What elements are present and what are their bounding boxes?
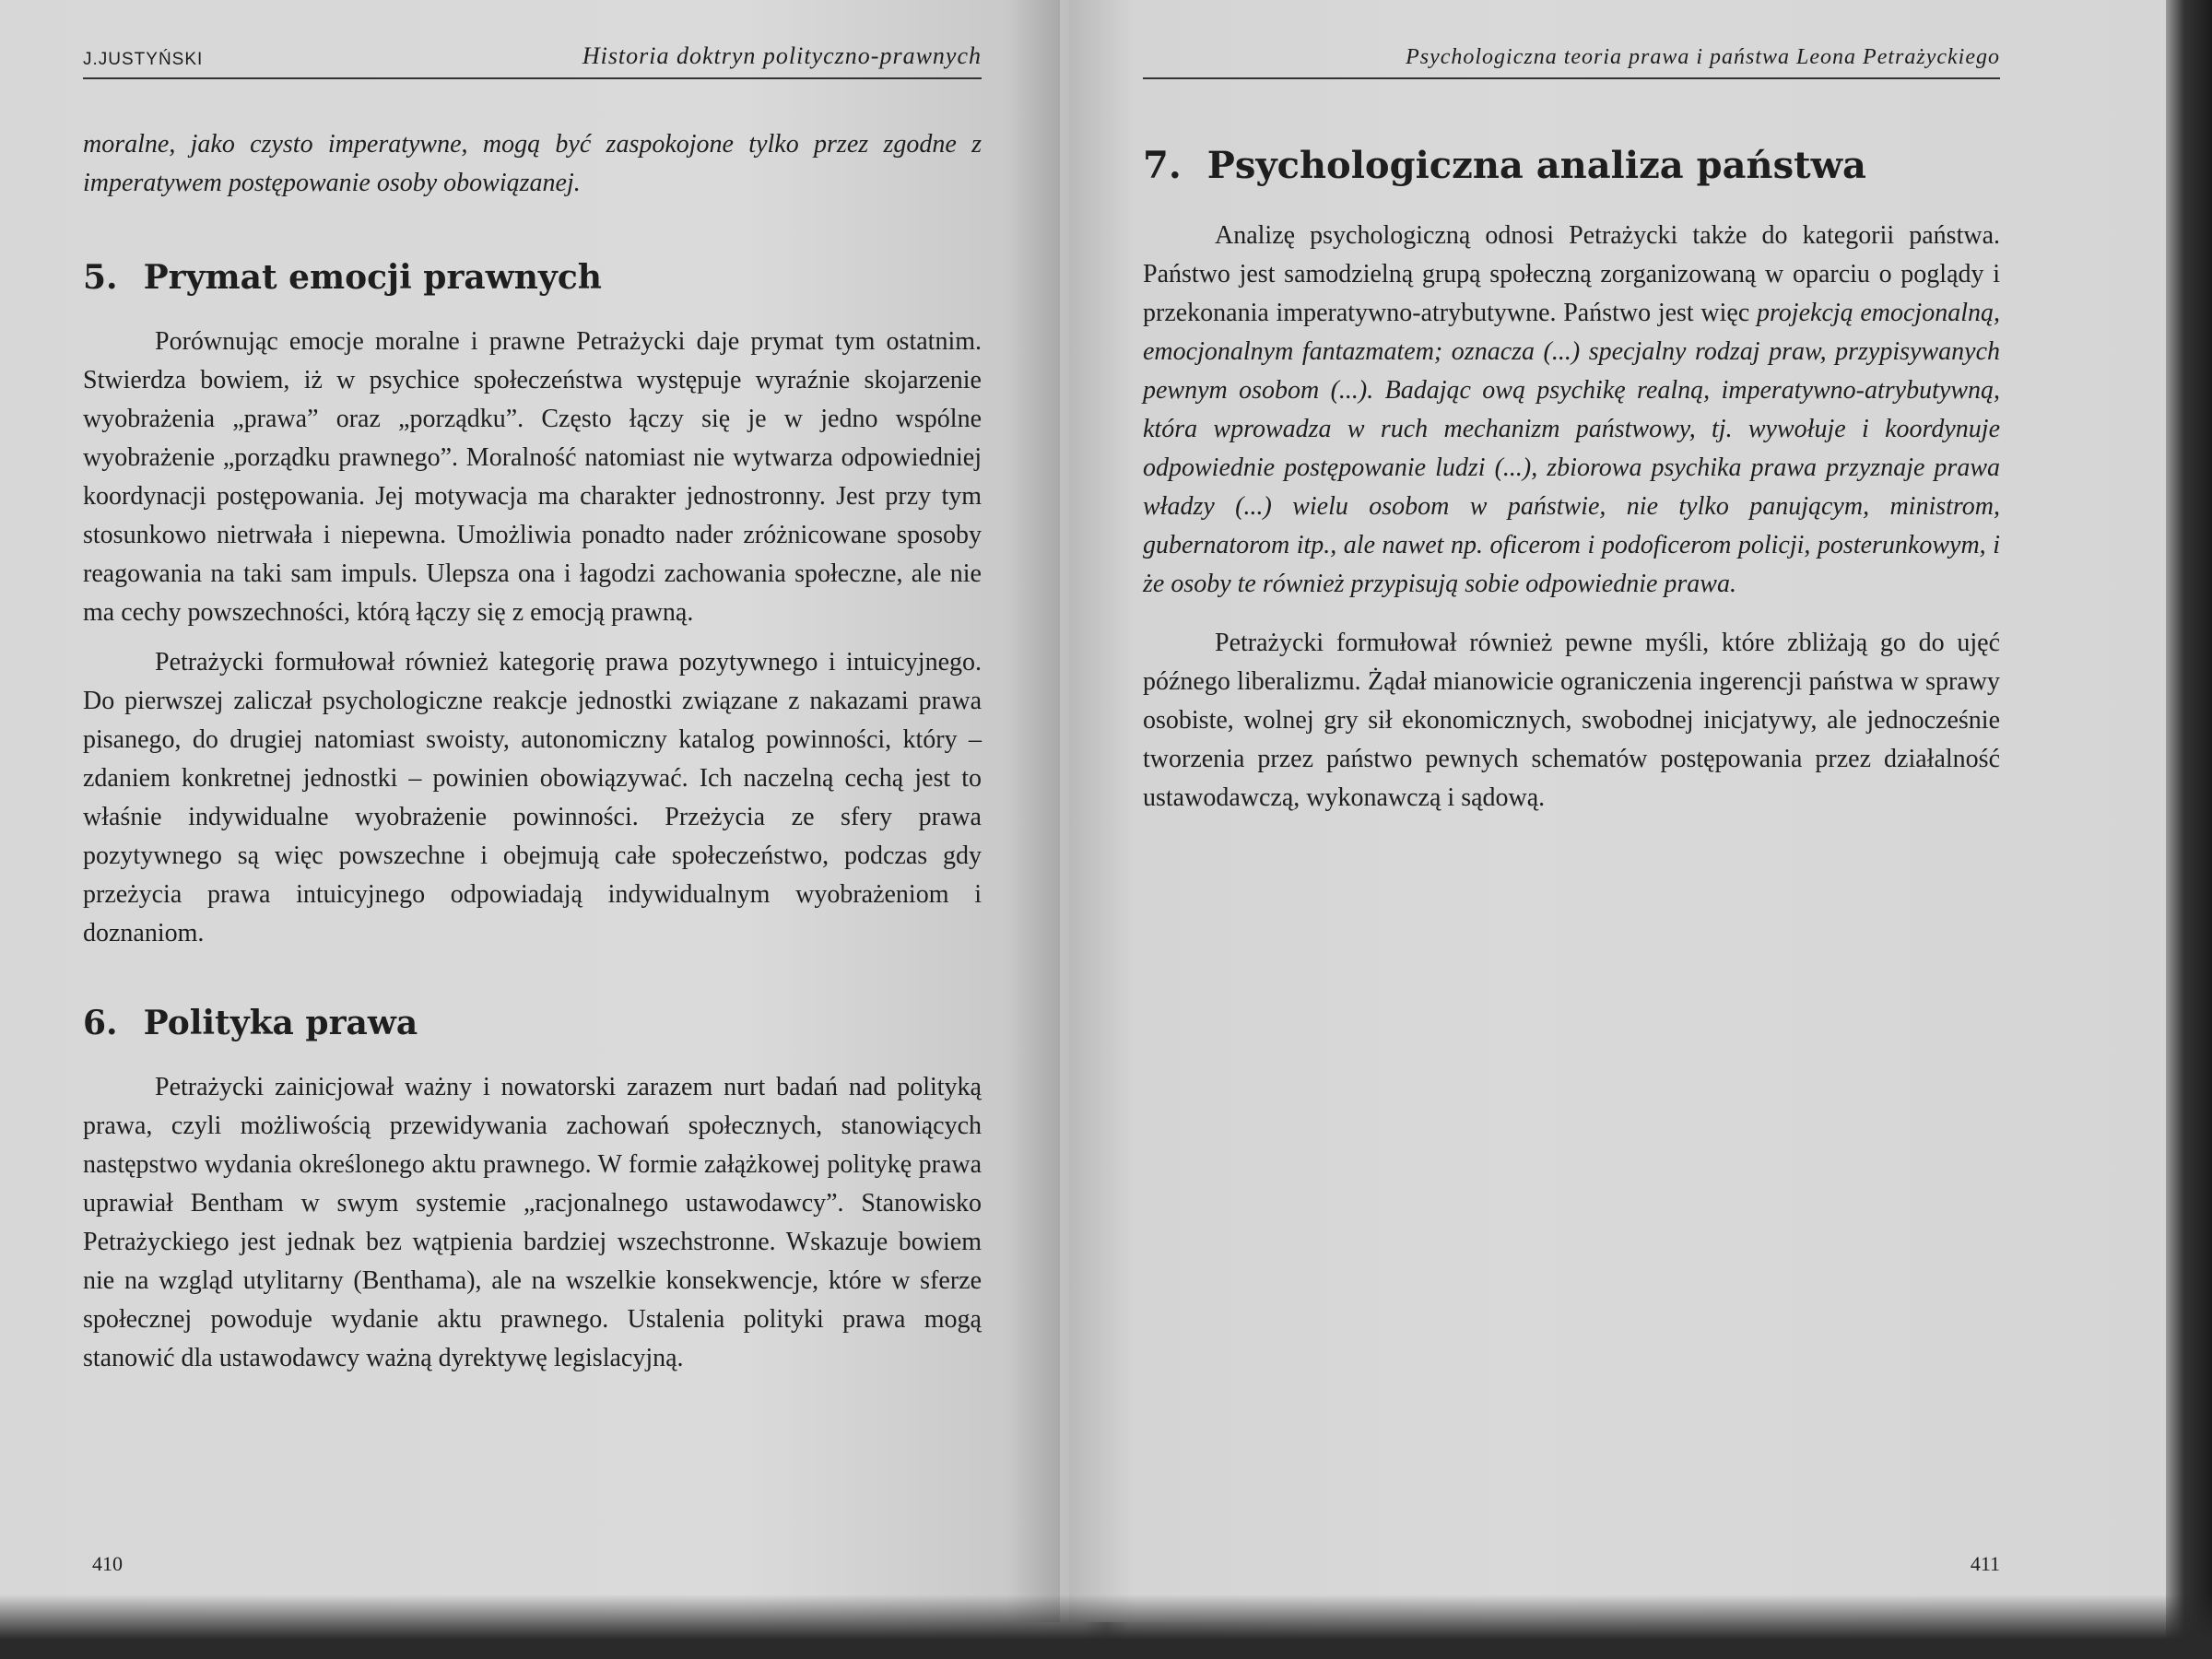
running-head-left [83, 28, 982, 79]
running-head-right [1143, 28, 2000, 79]
section-heading-7 [1143, 144, 2000, 187]
book-edge [2166, 0, 2212, 1659]
paragraph: Petrażycki formułował również kategorię prawa pozytywnego i intuicyjnego. Do pierwszej zaliczał psychologiczne reakcje jednostki związane z nakazami prawa pisanego, do drugiej natomiast swoisty, autonomiczny katalog powinności, który – zdaniem konkretnej jednostki – powinien obowiązywać. Ich naczelną cechą jest to właśnie indywidualne wyobrażenie powinności. Przeżycia ze sfery prawa pozytywnego są więc powszechne i obejmują całe społeczeństwo, podczas gdy przeżycia prawa intuicyjnego odpowiadają indywidualnym wyobrażeniom i doznaniom. [83, 648, 982, 947]
running-head-author: J.JUSTYŃSKI [83, 50, 204, 69]
running-head-chapter-title: Psychologiczna teoria prawa i państwa Leona Petrażyckiego [1406, 45, 2000, 69]
paragraph [1143, 217, 2000, 604]
paragraph-regular-text: Analizę psychologiczną odnosi Petrażycki także do kategorii państwa. Państwo jest samodzielną grupą społeczną zorganizowaną w oparciu o poglądy i przekonania imperatywno-atrybutywne. Państwo jest więc [1143, 221, 2000, 327]
paragraph-italic-quote: projekcją emocjonalną, emocjonalnym fantazmatem; oznacza (...) specjalny rodzaj praw, przypisywanych pewnym osobom (...). Badając ową psychikę realną, imperatywno-atrybutywną, która wprowadza w ruch mechanizm państwowy, tj. wywołuje i koordynuje odpowiednie postępowanie ludzi (...), zbiorowa psychika prawa przyznaje prawa władzy (...) wielu osobom w państwie, nie tylko panującym, ministrom, gubernatorom itp., ale nawet np. oficerom i podoficerom policji, posterunkowym, i że osoby te również przypisują sobie odpowiednie prawa. [1143, 299, 2000, 598]
section-heading-5 [83, 258, 982, 297]
opening-paragraph: moralne, jako czysto imperatywne, mogą być zaspokojone tylko przez zgodne z imperatywem postępowanie osoby obowiązanej. [83, 130, 982, 197]
section-number: 7. [1143, 144, 1182, 187]
section-number: 5. [83, 258, 118, 297]
section-title: Prymat emocji prawnych [143, 258, 602, 297]
left-page [0, 0, 1060, 1622]
page-number-right: 411 [1970, 1552, 2000, 1575]
section-title: Polityka prawa [143, 1004, 418, 1042]
table-shadow [0, 1594, 2212, 1659]
paragraph: Petrażycki zainicjował ważny i nowatorski zarazem nurt badań nad polityką prawa, czyli możliwością przewidywania zachowań społecznych, stanowiących następstwo wydania określonego aktu prawnego. W formie załążkowej politykę prawa uprawiał Bentham w swym systemie „racjonalnego ustawodawcy”. Stanowisko Petrażyckiego jest jednak bez wątpienia bardziej wszechstronne. Wskazuje bowiem nie na wzgląd utylitarny (Benthama), ale na wszelkie konsekwencje, które w sferze społecznej powoduje wydanie aktu prawnego. Ustalenia polityki prawa mogą stanowić dla ustawodawcy ważną dyrektywę legislacyjną. [83, 1073, 982, 1372]
paragraph: Porównując emocje moralne i prawne Petrażycki daje prymat tym ostatnim. Stwierdza bowiem, iż w psychice społeczeństwa występuje wyraźnie skojarzenie wyobrażenia „prawa” oraz „porządku”. Często łączy się je w jedno wspólne wyobrażenie „porządku prawnego”. Moralność natomiast nie wytwarza odpowiedniej koordynacji postępowania. Jej motywacja ma charakter jednostronny. Jest przy tym stosunkowo nietrwała i niepewna. Umożliwia ponadto nader zróżnicowane sposoby reagowania na taki sam impuls. Ulepsza ona i łagodzi zachowania społeczne, ale nie ma cechy powszechności, którą łączy się z emocją prawną. [83, 327, 982, 627]
section-title: Psychologiczna analiza państwa [1206, 144, 1866, 187]
section-heading-6 [83, 1004, 982, 1042]
page-number-left: 410 [92, 1552, 123, 1575]
running-head-book-title: Historia doktryn polityczno-prawnych [582, 42, 982, 69]
right-page [1069, 0, 2166, 1622]
paragraph: Petrażycki formułował również pewne myśli, które zbliżają go do ujęć późnego liberalizmu. Żądał mianowicie ograniczenia ingerencji państwa w sprawy osobiste, wolnej gry sił ekonomicznych, swobodnej inicjatywy, ale jednocześnie tworzenia przez państwo pewnych schematów postępowania przez działalność ustawodawczą, wykonawczą i sądową. [1143, 629, 2000, 812]
section-number: 6. [83, 1004, 118, 1042]
